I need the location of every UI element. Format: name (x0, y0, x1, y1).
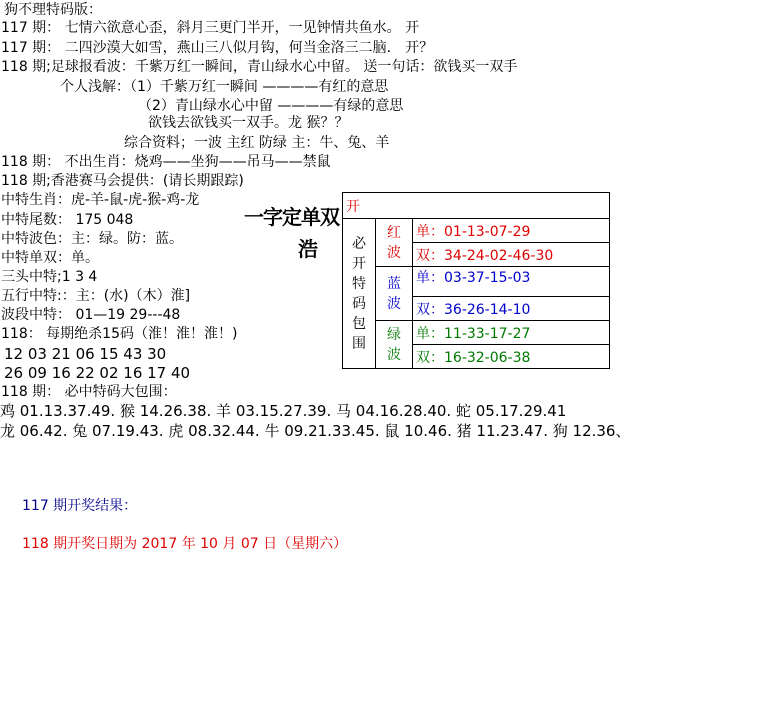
line-personal-1: 个人浅解：（1）千紫万红一瞬间 ————有红的意思 (60, 79, 389, 95)
line-personal-3: 欲钱去欲钱买一双手。龙 猴？？ (148, 115, 349, 131)
line-kill: 118： 每期绝杀15码（淮！淮！淮！) (1, 326, 238, 342)
line-personal-2: （2）青山绿水心中留 ————有绿的意思 (138, 98, 404, 114)
blue-odd-row: 单：03-37-15-03 (413, 267, 610, 297)
result-117: 117 期开奖结果： (22, 498, 138, 514)
group-red-name: 红 波 (376, 219, 413, 267)
green-even-row: 双：16-32-06-38 (413, 345, 610, 369)
line-zodiac-nums-2: 龙 06.42. 兔 07.19.43. 虎 08.32.44. 牛 09.21.33.45. 鼠 10.46. 猪 11.23.47. 狗 12.36、 (0, 422, 631, 440)
line-odd-even: 中特单双：单。 (1, 250, 99, 266)
line-kill-nums-1: 12 03 21 06 15 43 30 (4, 345, 167, 363)
box-side-label: 必 开 特 码 包 围 (343, 219, 376, 369)
line-kill-nums-2: 26 09 16 22 02 16 17 40 (4, 364, 191, 382)
header-title: 狗不理特码版： (4, 2, 102, 18)
red-even-row: 双：34-24-02-46-30 (413, 243, 610, 267)
line-117a: 117 期： 七情六欲意心歪，斜月三更门半开，一见钟情共鱼水。 开 (1, 20, 420, 36)
prediction-box (342, 192, 610, 369)
group-blue-name: 蓝 波 (376, 267, 413, 321)
blue-even-row: 双：36-26-14-10 (413, 297, 610, 321)
line-wave: 中特波色：主：绿。防：蓝。 (1, 231, 183, 247)
line-zodiac: 中特生肖：虎-羊-鼠-虎-猴-鸡-龙 (1, 192, 200, 208)
group-green-name: 绿 波 (376, 321, 413, 369)
green-odd-row: 单：11-33-17-27 (413, 321, 610, 345)
line-118-exclude: 118 期： 不出生肖：烧鸡——坐狗——吊马——禁鼠 (1, 154, 331, 170)
line-zodiac-nums-1: 鸡 01.13.37.49. 猴 14.26.38. 羊 03.15.27.39. 马 04.16.28.40. 蛇 05.17.29.41 (0, 402, 567, 420)
line-head: 三头中特;1 3 4 (1, 269, 98, 285)
title-hao: 浩 (298, 237, 317, 261)
line-118-football: 118 期;足球报看波：千紫万红一瞬间，青山绿水心中留。 送一句话：欲钱买一双手 (1, 59, 518, 75)
line-summary: 综合资料；一波 主红 防绿 主：牛、兔、羊 (124, 135, 390, 151)
line-element: 五行中特:：主：(水)（木）淮] (1, 288, 191, 304)
line-range: 波段中特： 01—19 29---48 (1, 307, 181, 323)
line-tail: 中特尾数： 175 048 (1, 212, 134, 228)
box-head: 开 (343, 193, 610, 219)
line-117b: 117 期： 二四沙漠大如雪，燕山三八似月钩，何当金洛三二脑． 开？ (1, 40, 434, 56)
title-odd-even: 一字定单双 (244, 205, 339, 229)
line-118-surround: 118 期： 必中特码大包围： (1, 384, 177, 400)
line-118-hk: 118 期;香港赛马会提供：(请长期跟踪) (1, 173, 244, 189)
red-odd-row: 单：01-13-07-29 (413, 219, 610, 243)
next-draw-date: 118 期开奖日期为 2017 年 10 月 07 日（星期六） (22, 536, 348, 552)
